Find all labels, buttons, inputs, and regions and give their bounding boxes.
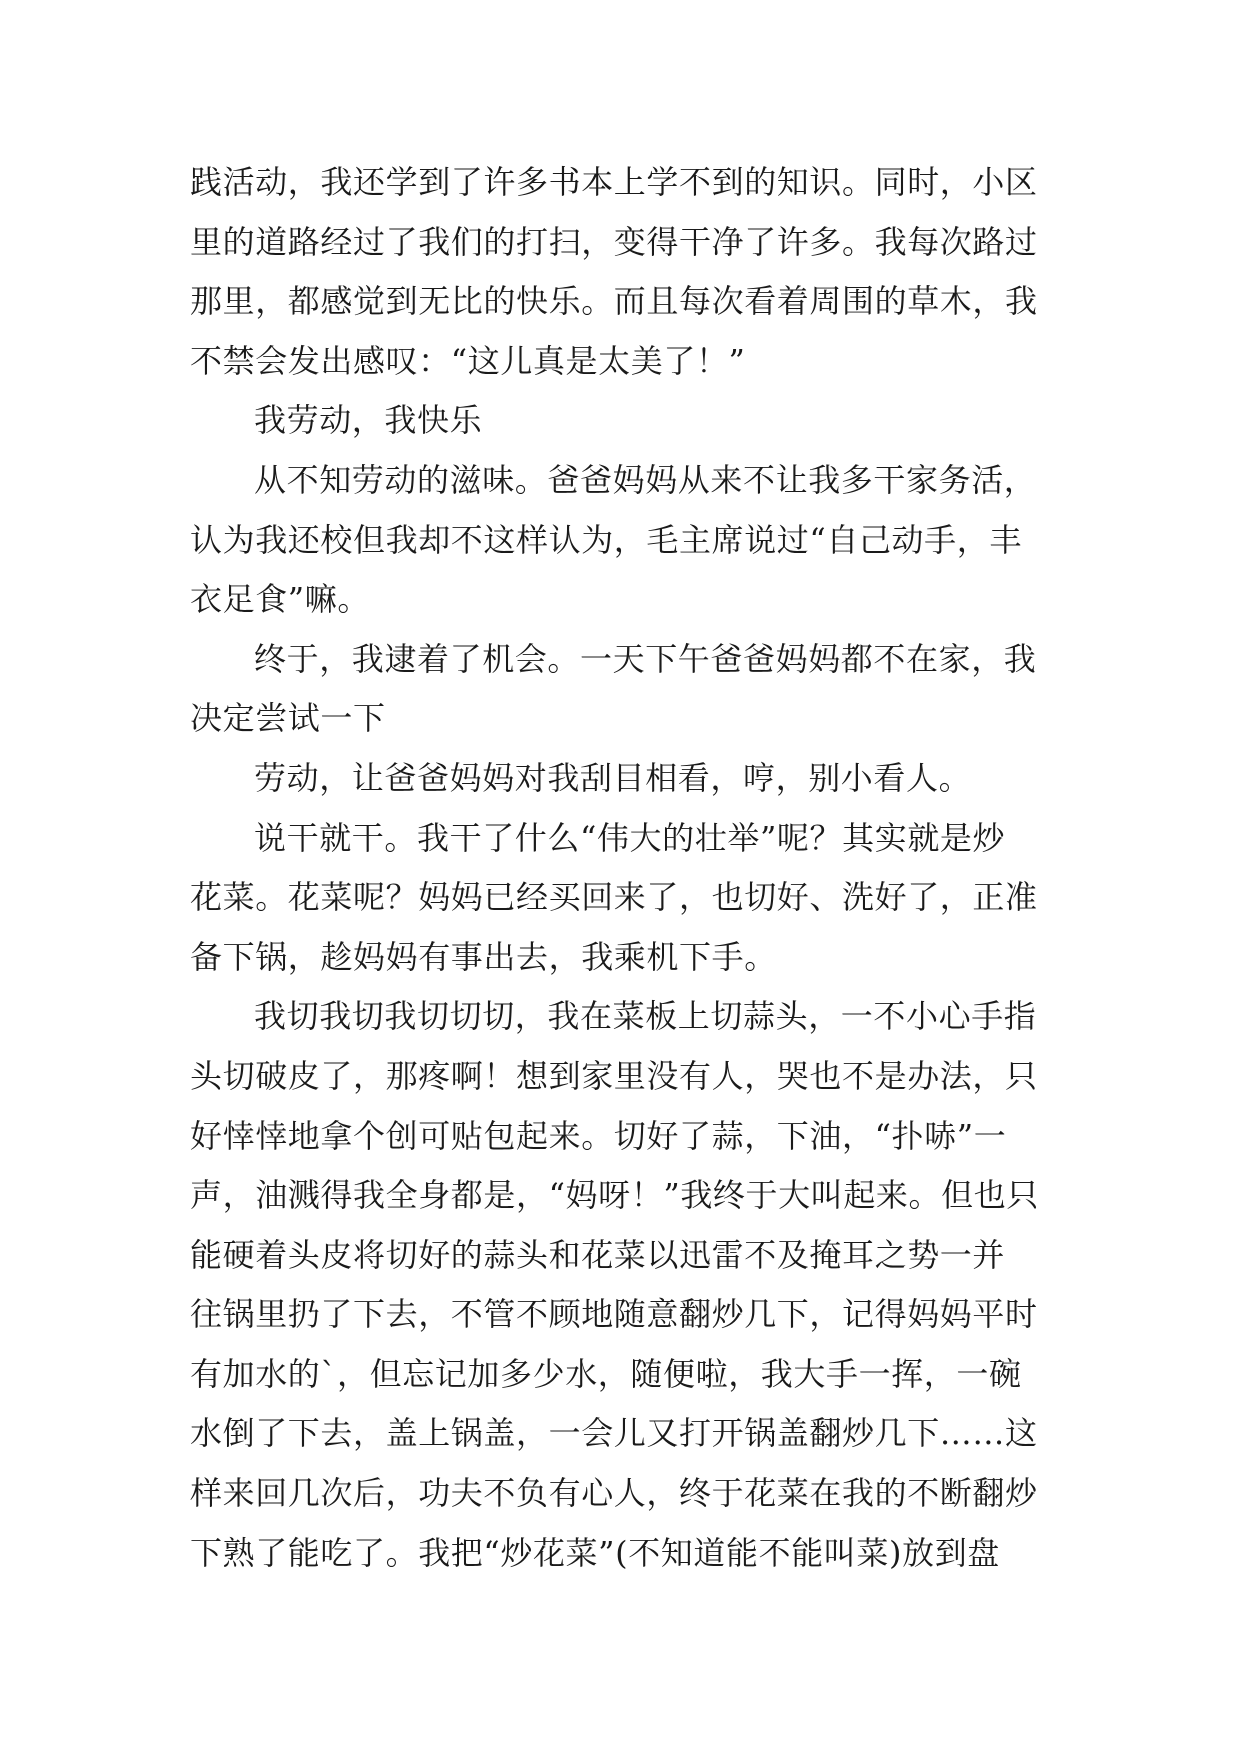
text-line: 花菜。花菜呢？妈妈已经买回来了，也切好、洗好了，正准 <box>190 878 1038 917</box>
text-line: 我切我切我切切切，我在菜板上切蒜头，一不小心手指 <box>254 997 1037 1036</box>
text-line: 不禁会发出感叹：“这儿真是太美了！” <box>190 341 746 380</box>
section-heading: 我劳动，我快乐 <box>254 401 483 440</box>
text-line: 践活动，我还学到了许多书本上学不到的知识。同时，小区 <box>190 163 1038 201</box>
text-line: 终于，我逮着了机会。一天下午爸爸妈妈都不在家，我 <box>254 639 1037 678</box>
text-line: 那里，都感觉到无比的快乐。而且每次看着周围的草木，我 <box>190 282 1038 321</box>
text-line: 衣足食”嘛。 <box>190 580 370 619</box>
text-line: 从不知劳动的滋味。爸爸妈妈从来不让我多干家务活， <box>254 460 1037 499</box>
text-line: 备下锅，趁妈妈有事出去，我乘机下手。 <box>190 937 777 976</box>
text-line: 能硬着头皮将切好的蒜头和花菜以迅雷不及掩耳之势一并 <box>190 1235 1006 1274</box>
text-line: 声，油溅得我全身都是，“妈呀！”我终于大叫起来。但也只 <box>190 1176 1039 1215</box>
text-line: 认为我还校但我却不这样认为，毛主席说过“自己动手，丰 <box>190 520 1022 559</box>
text-line: 有加水的`，但忘记加多少水，随便啦，我大手一挥，一碗 <box>190 1354 1022 1393</box>
document-body <box>190 153 1070 1583</box>
text-line: 样来回几次后，功夫不负有心人，终于花菜在我的不断翻炒 <box>190 1474 1038 1513</box>
text-line: 劳动，让爸爸妈妈对我刮目相看，哼，别小看人。 <box>254 758 972 797</box>
text-line: 决定尝试一下 <box>190 699 386 738</box>
text-line: 说干就干。我干了什么“伟大的壮举”呢？其实就是炒 <box>254 818 1006 857</box>
text-line: 下熟了能吃了。我把“炒花菜”(不知道能不能叫菜)放到盘 <box>190 1533 1000 1572</box>
text-line: 往锅里扔了下去，不管不顾地随意翻炒几下，记得妈妈平时 <box>190 1295 1038 1334</box>
text-line: 里的道路经过了我们的打扫，变得干净了许多。我每次路过 <box>190 222 1038 261</box>
text-line: 好悻悻地拿个创可贴包起来。切好了蒜，下油，“扑哧”一 <box>190 1116 1007 1155</box>
text-line: 头切破皮了，那疼啊！想到家里没有人，哭也不是办法，只 <box>190 1056 1038 1095</box>
text-line: 水倒了下去，盖上锅盖，一会儿又打开锅盖翻炒几下……这 <box>190 1414 1038 1453</box>
